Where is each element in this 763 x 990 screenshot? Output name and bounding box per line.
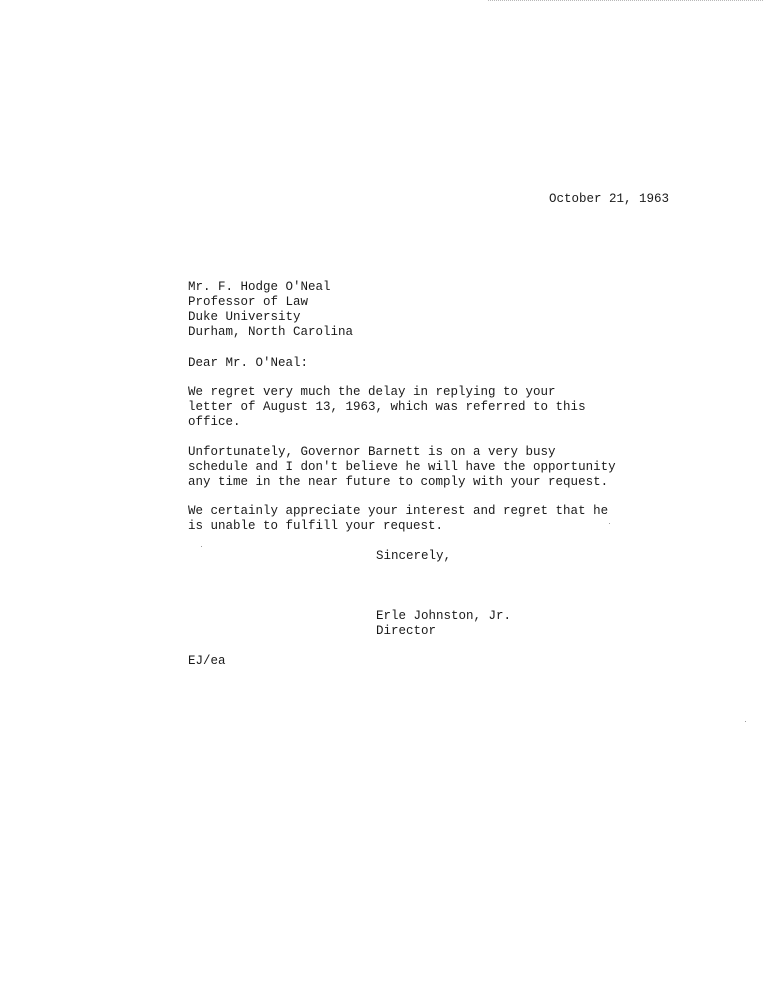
- paragraph-line: We regret very much the delay in replying to your: [188, 385, 556, 399]
- paragraph-line: any time in the near future to comply with your request.: [188, 475, 609, 489]
- paragraph-line: office.: [188, 415, 241, 429]
- paragraph-line: We certainly appreciate your interest and regret that he: [188, 504, 609, 518]
- reference-initials: EJ/ea: [188, 654, 226, 668]
- recipient-line: Mr. F. Hodge O'Neal: [188, 280, 331, 294]
- recipient-address: [188, 280, 353, 340]
- paragraph-line: schedule and I don't believe he will have the opportunity: [188, 460, 616, 474]
- salutation: Dear Mr. O'Neal:: [188, 356, 309, 370]
- paper-speck: [609, 523, 610, 524]
- paper-speck: [201, 546, 202, 547]
- signer-title: Director: [376, 624, 437, 638]
- recipient-line: Duke University: [188, 310, 301, 324]
- letter-date: October 21, 1963: [549, 192, 670, 206]
- complimentary-closing: Sincerely,: [376, 549, 452, 563]
- body-paragraph: [188, 504, 608, 534]
- paragraph-line: is unable to fulfill your request.: [188, 519, 444, 533]
- signature-block: [376, 609, 511, 639]
- paragraph-line: Unfortunately, Governor Barnett is on a very busy: [188, 445, 556, 459]
- paragraph-line: letter of August 13, 1963, which was referred to this: [188, 400, 586, 414]
- top-dotted-rule: [488, 0, 763, 1]
- signer-name: Erle Johnston, Jr.: [376, 609, 512, 623]
- body-paragraph: [188, 445, 616, 490]
- body-paragraph: [188, 385, 586, 430]
- paper-speck: [745, 721, 746, 722]
- recipient-line: Professor of Law: [188, 295, 309, 309]
- recipient-line: Durham, North Carolina: [188, 325, 354, 339]
